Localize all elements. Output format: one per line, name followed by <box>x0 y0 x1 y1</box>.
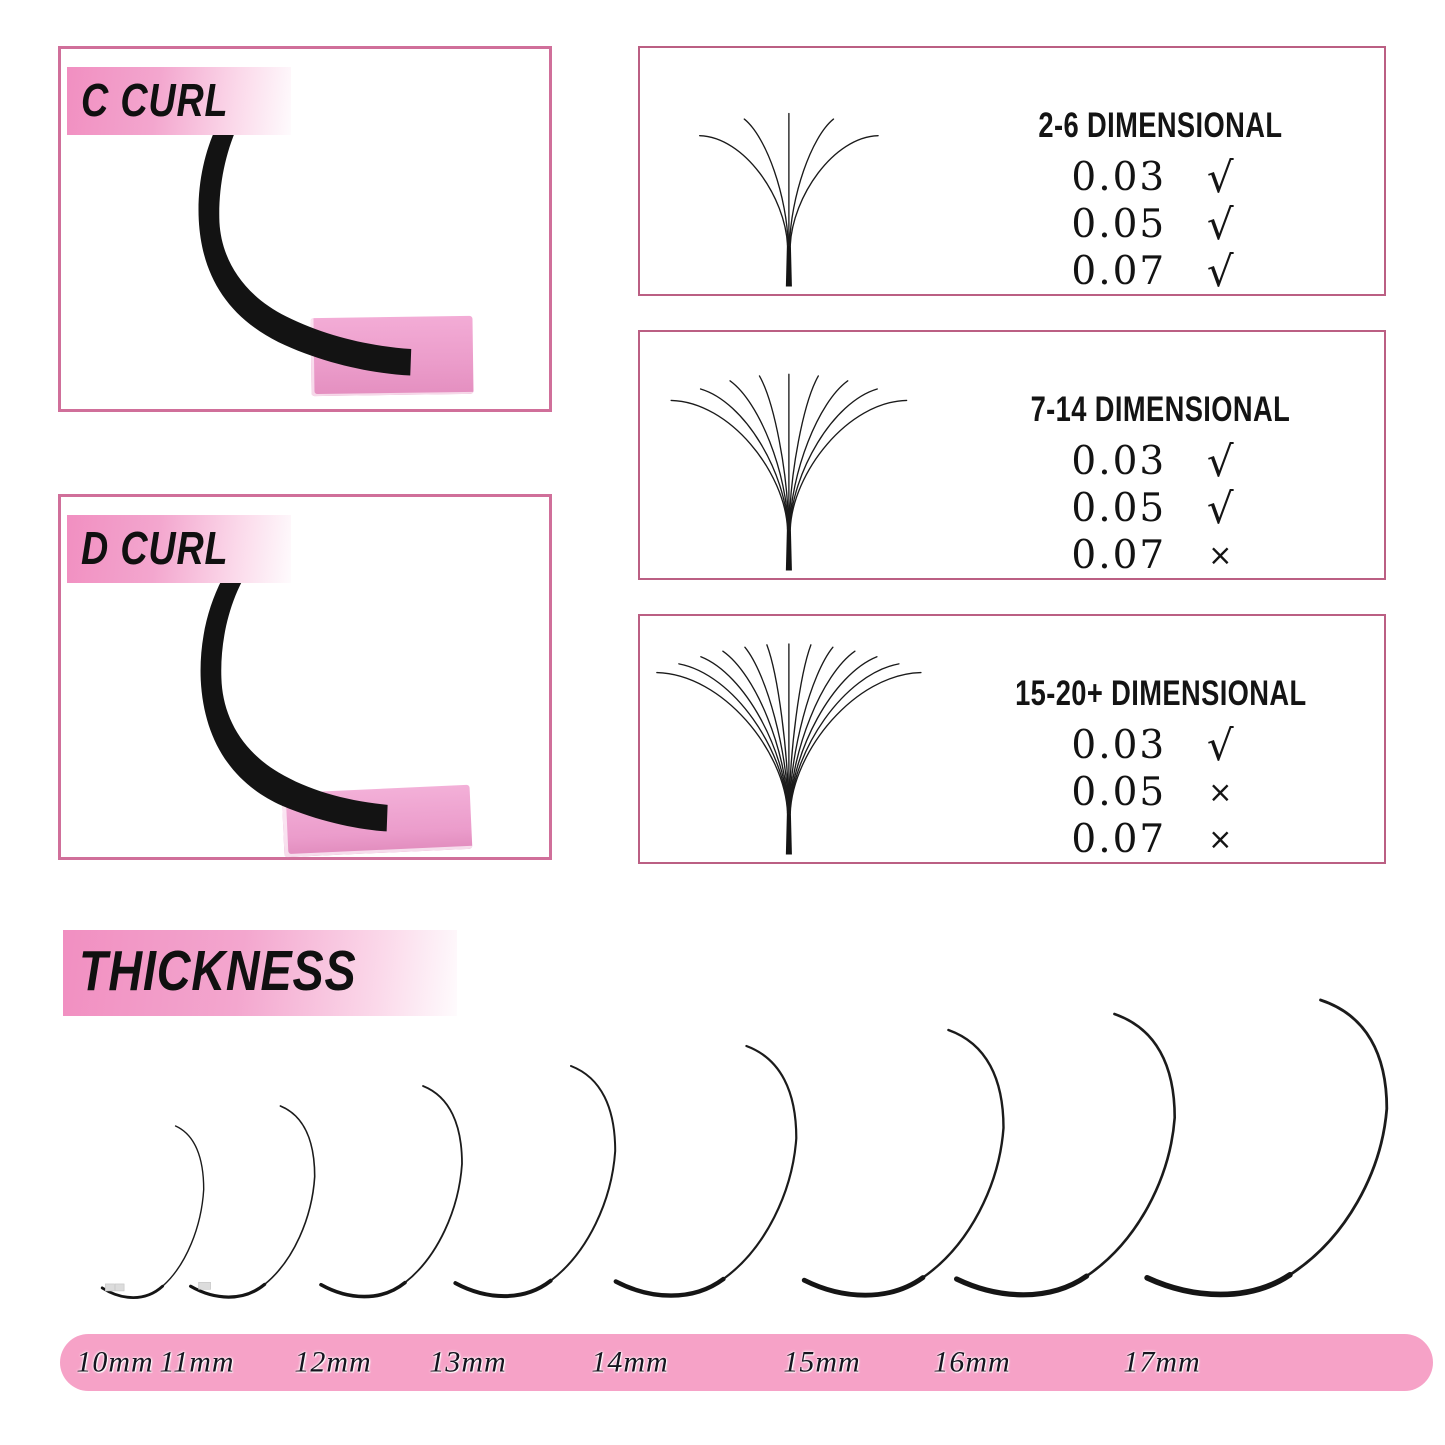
dim-title-text: 15-20+ DIMENSIONAL <box>1015 674 1307 713</box>
availability-mark: × <box>1208 822 1233 856</box>
dim-text <box>938 332 1384 578</box>
availability-mark: √ <box>1206 721 1234 770</box>
dim-text <box>938 616 1384 862</box>
length-label-12mm: 12mm <box>294 1344 372 1378</box>
thickness-value: 0.05 <box>1071 202 1167 247</box>
fan-wrap <box>640 332 938 578</box>
length-curve <box>191 1106 315 1297</box>
length-curve <box>616 1046 797 1296</box>
dim-title <box>994 390 1327 430</box>
lash-fan-2-6-image <box>652 60 926 294</box>
thickness-label-text: THICKNESS <box>79 939 357 1003</box>
length-label-10mm: 10mm <box>76 1344 154 1378</box>
length-label-16mm: 16mm <box>933 1344 1011 1378</box>
lash-fan <box>657 644 921 854</box>
dimensional-panel-2-6 <box>638 46 1386 296</box>
thickness-value: 0.03 <box>1071 439 1167 484</box>
thickness-value: 0.07 <box>1071 817 1167 862</box>
dim-rows <box>1071 154 1250 295</box>
length-curve <box>1147 1000 1387 1294</box>
length-label-13mm: 13mm <box>429 1344 507 1378</box>
fan-wrap <box>640 48 938 294</box>
length-scale-bar <box>60 1334 1433 1391</box>
c-curl-label <box>67 67 291 135</box>
d-curl-label <box>67 515 291 583</box>
availability-mark: √ <box>1206 153 1234 202</box>
thickness-value: 0.03 <box>1071 155 1167 200</box>
lash-fan <box>671 375 906 571</box>
thickness-length-curves <box>0 930 1445 1340</box>
dim-title <box>1004 106 1317 146</box>
availability-mark: × <box>1208 775 1233 809</box>
dim-rows <box>1071 438 1250 579</box>
thickness-value: 0.03 <box>1071 723 1167 768</box>
length-curve <box>102 1126 204 1298</box>
length-curve <box>455 1066 615 1296</box>
c-curl-panel <box>58 46 552 412</box>
thickness-value: 0.07 <box>1071 533 1167 578</box>
d-curl-label-text: D CURL <box>81 522 229 574</box>
fan-wrap <box>640 616 938 862</box>
dim-title-text: 7-14 DIMENSIONAL <box>1031 390 1291 429</box>
availability-mark: × <box>1208 538 1233 572</box>
lash-fan-7-14-image <box>652 344 926 578</box>
dim-text <box>938 48 1384 294</box>
c-curl-label-text: C CURL <box>81 74 229 126</box>
length-label-14mm: 14mm <box>591 1344 669 1378</box>
d-curl-panel <box>58 494 552 860</box>
dimensional-panel-7-14 <box>638 330 1386 580</box>
lash-fan-15-20-image <box>652 628 926 862</box>
thickness-value: 0.05 <box>1071 486 1167 531</box>
length-label-17mm: 17mm <box>1123 1344 1201 1378</box>
availability-mark: √ <box>1206 200 1234 249</box>
length-curve <box>957 1014 1175 1295</box>
availability-mark: √ <box>1206 247 1234 296</box>
lash-fan <box>700 114 878 287</box>
thickness-value: 0.07 <box>1071 249 1167 294</box>
length-label-15mm: 15mm <box>783 1344 861 1378</box>
dim-title <box>974 674 1348 714</box>
length-curve <box>804 1030 1003 1295</box>
dim-title-text: 2-6 DIMENSIONAL <box>1038 106 1283 145</box>
length-label-11mm: 11mm <box>159 1344 235 1378</box>
length-curve <box>321 1086 462 1297</box>
dim-rows <box>1071 722 1250 863</box>
availability-mark: √ <box>1206 484 1234 533</box>
thickness-value: 0.05 <box>1071 770 1167 815</box>
dimensional-panel-15-20 <box>638 614 1386 864</box>
availability-mark: √ <box>1206 437 1234 486</box>
